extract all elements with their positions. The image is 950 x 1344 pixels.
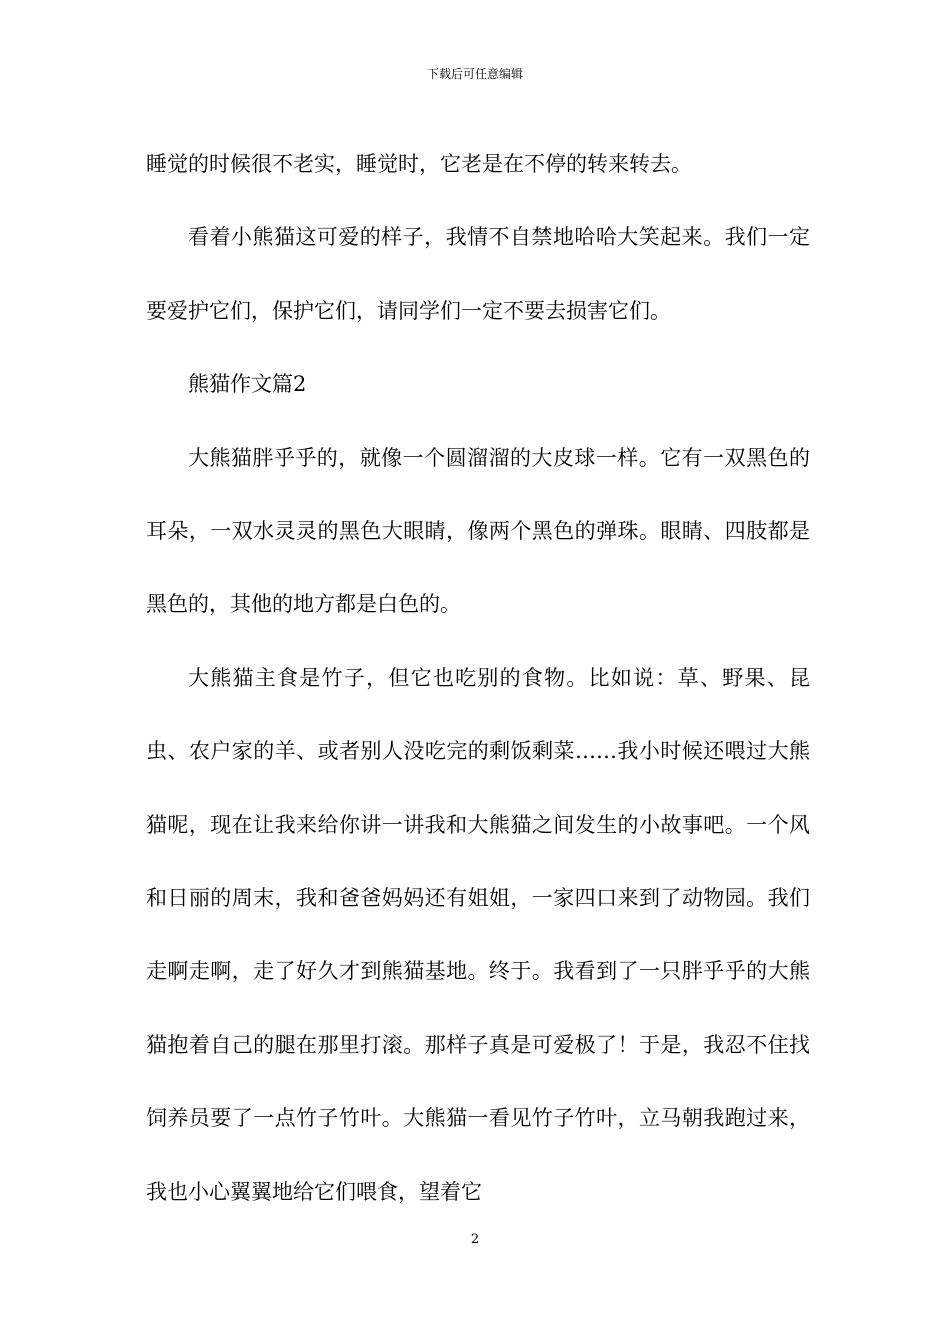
paragraph-2: 看着小熊猫这可爱的样子，我情不自禁地哈哈大笑起来。我们一定要爱护它们，保护它们，请同学们一定不要去损害它们。 [146,225,810,323]
paragraph-4: 大熊猫主食是竹子，但它也吃别的食物。比如说：草、野果、昆虫、农户家的羊、或者别人没吃完的剩饭剩菜……我小时候还喂过大熊猫呢，现在让我来给你讲一讲我和大熊猫之间发生的小故事吧。一个风和日丽的周末，我和爸爸妈妈还有姐姐，一家四口来到了动物园。我们走啊走啊，走了好久才到熊猫基地。终于。我看到了一只胖乎乎的大熊猫抱着自己的腿在那里打滚。那样子真是可爱极了！于是，我忍不住找饲养员要了一点竹子竹叶。大熊猫一看见竹子竹叶，立马朝我跑过来，我也小心翼翼地给它们喂食，望着它 [146,665,810,1204]
document-body [146,128,810,1229]
paragraph-3: 大熊猫胖乎乎的，就像一个圆溜溜的大皮球一样。它有一双黑色的耳朵，一双水灵灵的黑色大眼睛，像两个黑色的弹珠。眼睛、四肢都是黑色的，其他的地方都是白色的。 [146,445,810,617]
page-number: 2 [470,1232,480,1247]
page-header: 下载后可任意编辑 [426,67,523,81]
section-title: 熊猫作文篇2 [188,372,307,397]
paragraph-1: 睡觉的时候很不老实，睡觉时，它老是在不停的转来转去。 [146,152,692,176]
